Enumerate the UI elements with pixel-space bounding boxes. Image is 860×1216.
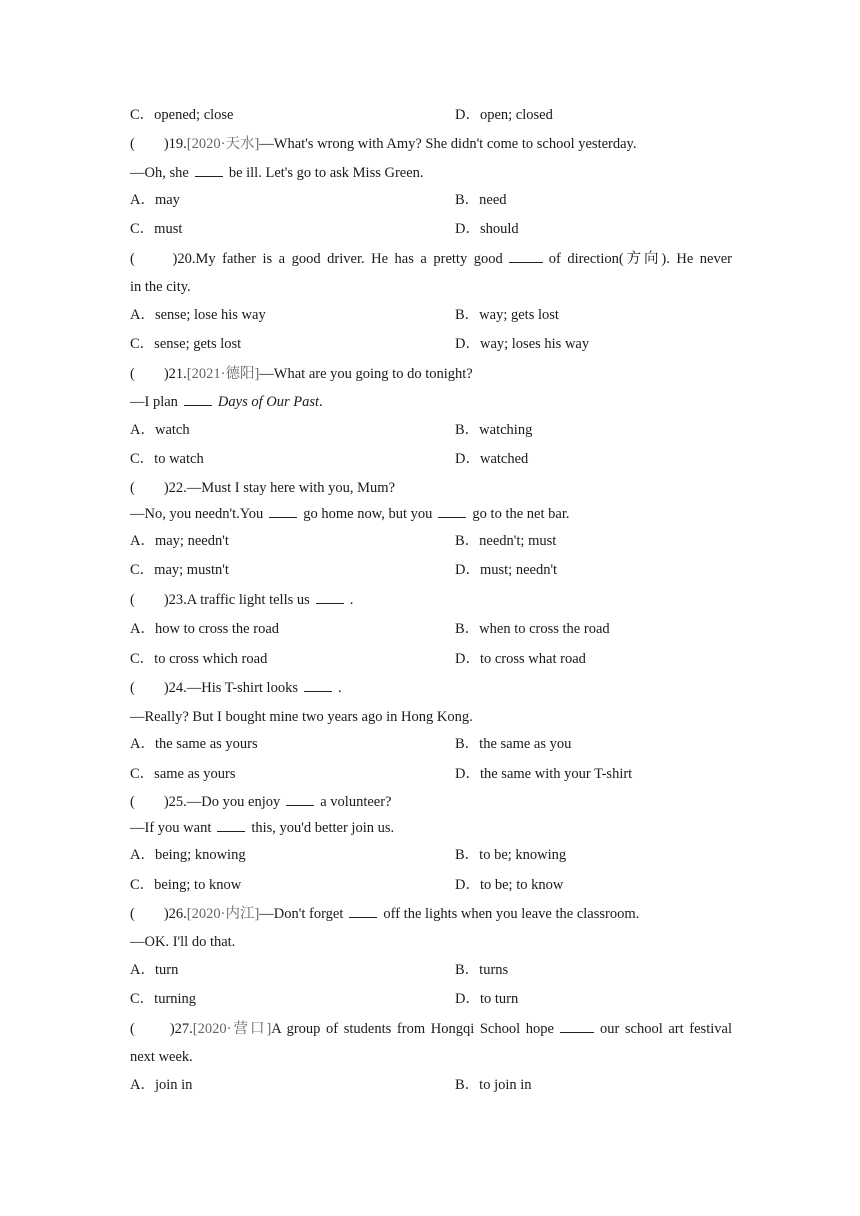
q25-option-b: B．to be; knowing	[455, 847, 567, 863]
stem-text: —Don't forget	[259, 906, 344, 922]
q27-stem	[130, 1020, 732, 1038]
q20-option-a: A．sense; lose his way	[130, 307, 266, 323]
answer-paren: ( )25.	[130, 794, 187, 810]
line-text: —No, you needn't.You	[130, 506, 264, 522]
q21-option-b: B．watching	[455, 422, 533, 438]
answer-paren: ( )27.	[130, 1021, 193, 1037]
q23-stem	[130, 591, 353, 609]
q18-option-c: C．opened; close	[130, 107, 234, 123]
answer-paren: ( )21.	[130, 366, 187, 382]
q24-option-b: B．the same as you	[455, 736, 572, 752]
stem-text: of direction(方向). He never	[548, 251, 732, 267]
title-italic: Days of Our Past	[217, 394, 320, 410]
q26-option-d: D．to turn	[455, 991, 519, 1007]
q23-option-d: D．to cross what road	[455, 651, 586, 667]
stem-text: —Must I stay here with you, Mum?	[186, 480, 396, 496]
q19-option-a: A．may	[130, 192, 180, 208]
stem-text: .	[337, 680, 342, 696]
q26-option-b: B．turns	[455, 962, 509, 978]
line-text: —Oh, she	[130, 165, 189, 181]
stem-text: —What's wrong with Amy? She didn't come to school yesterday.	[259, 136, 637, 152]
q24-line2: —Really? But I bought mine two years ago in Hong Kong.	[130, 709, 473, 725]
answer-blank	[509, 261, 543, 263]
q24-option-d: D．the same with your T-shirt	[455, 766, 633, 782]
q22-option-d: D．must; needn't	[455, 562, 558, 578]
stem-text: our school art festival	[599, 1021, 732, 1037]
q22-stem	[130, 479, 395, 497]
q18-option-d: D．open; closed	[455, 107, 553, 123]
q24-stem	[130, 679, 342, 697]
q20-stem	[130, 250, 732, 268]
q25-option-c: C．being; to know	[130, 877, 242, 893]
line-text: this, you'd better join us.	[251, 820, 395, 836]
q22-line2	[130, 505, 569, 523]
stem-text: a volunteer?	[320, 794, 392, 810]
answer-blank	[438, 516, 466, 518]
q26-option-c: C．turning	[130, 991, 197, 1007]
q19-option-b: B．need	[455, 192, 507, 208]
q22-option-a: A．may; needn't	[130, 533, 229, 549]
q23-option-a: A．how to cross the road	[130, 621, 280, 637]
q24-option-c: C．same as yours	[130, 766, 236, 782]
stem-text: —Do you enjoy	[186, 794, 281, 810]
line-text: —I plan	[130, 394, 178, 410]
answer-blank	[560, 1031, 594, 1033]
answer-blank	[184, 404, 212, 406]
line-text: .	[319, 394, 323, 410]
answer-blank	[316, 602, 344, 604]
answer-paren: ( )19.	[130, 136, 187, 152]
q19-option-c: C．must	[130, 221, 183, 237]
q21-option-d: D．watched	[455, 451, 529, 467]
q24-option-a: A．the same as yours	[130, 736, 258, 752]
q27-line2: next week.	[130, 1049, 193, 1065]
answer-paren: ( )24.	[130, 680, 187, 696]
line-text: —If you want	[130, 820, 212, 836]
stem-text: .	[349, 592, 354, 608]
q25-option-d: D．to be; to know	[455, 877, 564, 893]
stem-text: off the lights when you leave the classroom.	[383, 906, 640, 922]
question-source: [2020·营口]	[192, 1021, 272, 1037]
q26-stem	[130, 905, 639, 923]
line-text: go home now, but you	[303, 506, 433, 522]
q20-option-d: D．way; loses his way	[455, 336, 590, 352]
q19-option-d: D．should	[455, 221, 519, 237]
q22-option-c: C．may; mustn't	[130, 562, 229, 578]
answer-blank	[349, 916, 377, 918]
q26-option-a: A．turn	[130, 962, 179, 978]
question-source: [2020·天水]	[186, 136, 260, 152]
q25-line2	[130, 819, 394, 837]
q21-option-c: C．to watch	[130, 451, 204, 467]
answer-paren: ( )22.	[130, 480, 187, 496]
stem-text: —What are you going to do tonight?	[259, 366, 473, 382]
q26-line2: —OK. I'll do that.	[130, 934, 236, 950]
q23-option-b: B．when to cross the road	[455, 621, 610, 637]
q21-line2	[130, 393, 323, 411]
answer-blank	[217, 830, 245, 832]
question-source: [2020·内江]	[186, 906, 260, 922]
q20-line2: in the city.	[130, 279, 191, 295]
stem-text: A traffic light tells us	[186, 592, 310, 608]
answer-blank	[195, 175, 223, 177]
q21-stem	[130, 365, 473, 383]
answer-blank	[269, 516, 297, 518]
q21-option-a: A．watch	[130, 422, 190, 438]
answer-paren: ( )20.	[130, 251, 196, 267]
q23-option-c: C．to cross which road	[130, 651, 268, 667]
q27-option-a: A．join in	[130, 1077, 193, 1093]
q27-option-b: B．to join in	[455, 1077, 532, 1093]
answer-blank	[304, 690, 332, 692]
q25-option-a: A．being; knowing	[130, 847, 246, 863]
line-text: go to the net bar.	[472, 506, 570, 522]
line-text: be ill. Let's go to ask Miss Green.	[228, 165, 424, 181]
q20-option-b: B．way; gets lost	[455, 307, 559, 323]
stem-text: —His T-shirt looks	[186, 680, 298, 696]
answer-paren: ( )26.	[130, 906, 187, 922]
q19-stem	[130, 135, 637, 153]
q25-stem	[130, 793, 392, 811]
answer-paren: ( )23.	[130, 592, 187, 608]
q20-option-c: C．sense; gets lost	[130, 336, 242, 352]
answer-blank	[286, 804, 314, 806]
stem-text: A group of students from Hongqi School hope	[271, 1021, 554, 1037]
stem-text: My father is a good driver. He has a pretty good	[195, 251, 503, 267]
question-source: [2021·德阳]	[186, 366, 260, 382]
q19-line2	[130, 164, 424, 182]
q22-option-b: B．needn't; must	[455, 533, 557, 549]
